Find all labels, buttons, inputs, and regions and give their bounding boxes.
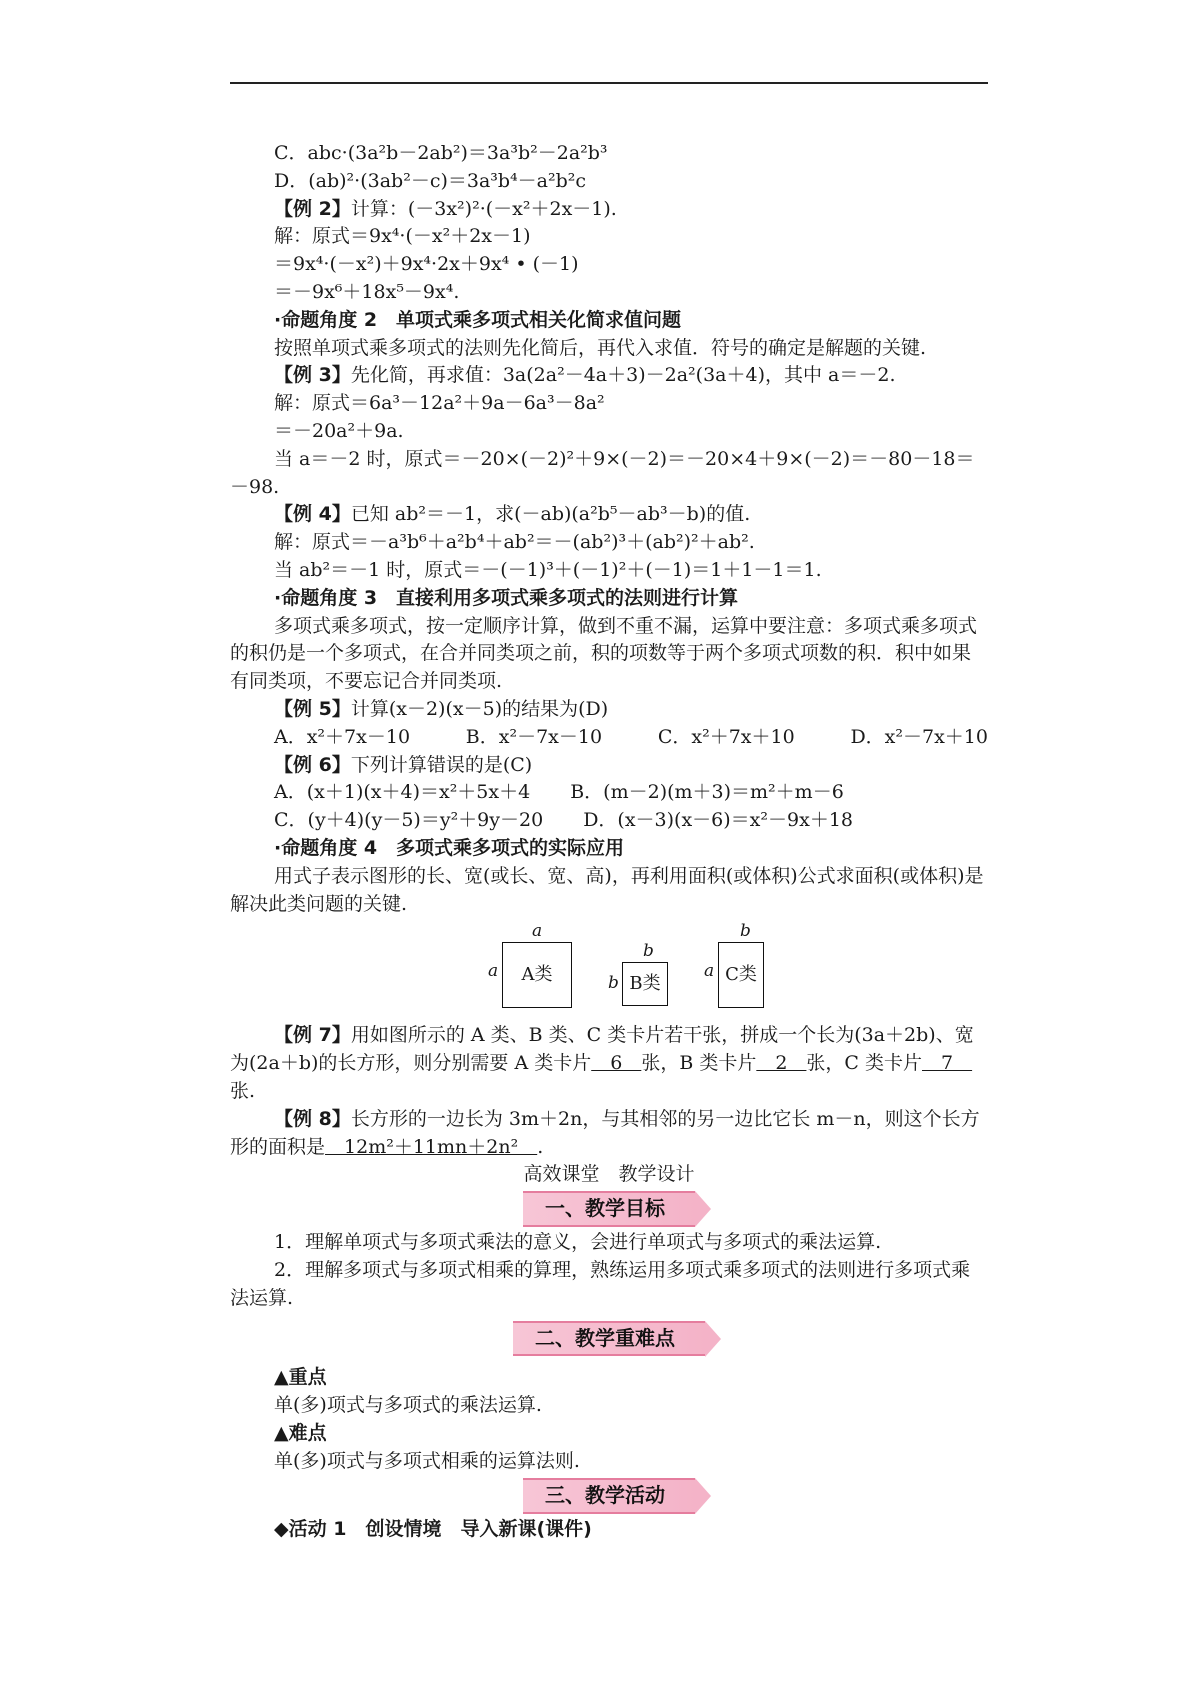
card-a-top-label: a xyxy=(532,921,543,942)
paragraph: 多项式乘多项式，按一定顺序计算，做到不重不漏，运算中要注意：多项式乘多项式的积仍是一个多项式，在合并同类项之前，积的项数等于两个多项式项数的积．积中如果有同类项，不要忘记合并同类项. xyxy=(230,614,978,693)
top-rule xyxy=(230,82,988,84)
example-8 xyxy=(230,1106,988,1162)
option-d: D．(x－3)(x－6)＝x²－9x＋18 xyxy=(583,809,853,832)
example-2 xyxy=(230,196,988,224)
angle-4-heading: ·命题角度 4 多项式乘多项式的实际应用 xyxy=(274,836,625,859)
option-c: C．abc·(3a²b－2ab²)＝3a³b²－2a²b³ xyxy=(274,142,608,164)
example-label: 【例 6】 xyxy=(274,753,351,776)
paragraph: 用式子表示图形的长、宽(或长、宽、高)，再利用面积(或体积)公式求面积(或体积)是解决此类问题的关键. xyxy=(230,864,984,915)
activity-heading: ◆活动 1 创设情境 导入新课(课件) xyxy=(274,1517,592,1540)
example-label: 【例 2】 xyxy=(274,197,351,220)
option-d: D．(ab)²·(3ab²－c)＝3a³b⁴－a²b²c xyxy=(274,169,587,192)
example-7 xyxy=(230,1022,988,1105)
goal-item: 2．理解多项式与多项式相乘的算理，熟练运用多项式乘多项式的法则进行多项式乘法运算. xyxy=(230,1258,971,1309)
solution-line: 解：原式＝－a³b⁶＋a²b⁴＋ab²＝－(ab²)³＋(ab²)²＋ab². xyxy=(274,531,755,554)
section-banner xyxy=(230,1478,988,1514)
example-label: 【例 4】 xyxy=(274,503,351,526)
example-6 xyxy=(230,752,988,780)
example-text: 张，B 类卡片 xyxy=(641,1052,757,1075)
card-b-left-label: b xyxy=(608,973,619,994)
answer-blank: 7 xyxy=(922,1052,973,1075)
solution-line: 当 ab²＝－1 时，原式＝－(－1)³＋(－1)²＋(－1)＝1＋1－1＝1. xyxy=(274,558,822,581)
example-label: 【例 8】 xyxy=(274,1107,351,1130)
answer-blank: 6 xyxy=(591,1052,642,1075)
example-3 xyxy=(230,362,988,390)
option-c: C．x²＋7x＋10 xyxy=(657,725,795,748)
card-b: B类 xyxy=(622,962,668,1006)
section-title: 一、教学目标 xyxy=(523,1191,695,1227)
example-5-options xyxy=(230,724,988,752)
example-6-options-cd xyxy=(230,807,988,835)
card-c: C类 xyxy=(718,942,764,1008)
example-text: 用如图所示的 A 类、B 类、C 类卡片若干张，拼成一个长为(3a＋2b)、宽为(2a＋b)的长方形，则分别需要 A 类卡片 xyxy=(230,1024,974,1075)
example-text: 计算：(－3x²)²·(－x²＋2x－1). xyxy=(350,197,617,220)
answer-blank: 12m²＋11mn＋2n² xyxy=(325,1135,538,1158)
card-c-left-label: a xyxy=(704,961,715,982)
solution-line: ＝－9x⁶＋18x⁵－9x⁴. xyxy=(274,280,460,303)
card-b-top-label: b xyxy=(643,941,654,962)
example-text: 已知 ab²＝－1，求(－ab)(a²b⁵－ab³－b)的值. xyxy=(350,503,751,526)
example-label: 【例 7】 xyxy=(274,1024,351,1047)
example-text: . xyxy=(537,1135,544,1158)
option-a: A．x²＋7x－10 xyxy=(274,725,411,748)
example-text: 先化简，再求值：3a(2a²－4a＋3)－2a²(3a＋4)，其中 a＝－2. xyxy=(350,364,896,387)
goal-item: 1．理解单项式与多项式乘法的意义，会进行单项式与多项式的乘法运算. xyxy=(274,1231,882,1254)
section-banner xyxy=(230,1320,988,1356)
example-text: 张，C 类卡片 xyxy=(806,1052,922,1075)
example-4 xyxy=(230,501,988,529)
key-point-text: 单(多)项式与多项式的乘法运算. xyxy=(274,1394,542,1417)
section-title: 二、教学重难点 xyxy=(513,1321,705,1357)
solution-line: 解：原式＝9x⁴·(－x²＋2x－1) xyxy=(274,225,531,248)
angle-2-heading: ·命题角度 2 单项式乘多项式相关化简求值问题 xyxy=(274,308,682,331)
solution-line: 解：原式＝6a³－12a²＋9a－6a³－8a² xyxy=(274,392,605,415)
example-5 xyxy=(230,696,988,724)
option-d: D．x²－7x＋10 xyxy=(850,725,988,748)
card-figure xyxy=(230,920,988,1020)
page-body xyxy=(230,140,988,1543)
option-b: B．(m－2)(m＋3)＝m²＋m－6 xyxy=(570,781,844,804)
card-a: A类 xyxy=(502,942,572,1008)
option-b: B．x²－7x－10 xyxy=(465,725,603,748)
example-text: 张. xyxy=(230,1079,256,1102)
card-a-left-label: a xyxy=(488,961,499,982)
paragraph: 按照单项式乘多项式的法则先化简后，再代入求值．符号的确定是解题的关键. xyxy=(274,336,927,359)
section-title: 三、教学活动 xyxy=(523,1478,695,1514)
design-title: 高效课堂 教学设计 xyxy=(523,1163,695,1186)
example-text: 长方形的一边长为 3m＋2n，与其相邻的另一边比它长 m－n，则这个长方形的面积是 xyxy=(230,1107,980,1158)
example-text: 下列计算错误的是(C) xyxy=(350,753,533,776)
example-label: 【例 5】 xyxy=(274,697,351,720)
example-6-options-ab xyxy=(230,779,988,807)
difficulty-text: 单(多)项式与多项式相乘的运算法则. xyxy=(274,1449,580,1472)
difficulty-heading: ▲难点 xyxy=(274,1422,327,1445)
key-point-heading: ▲重点 xyxy=(274,1366,327,1389)
answer-blank: 2 xyxy=(756,1052,807,1075)
solution-line: ＝9x⁴·(－x²)＋9x⁴·2x＋9x⁴ • (－1) xyxy=(274,253,579,276)
angle-3-heading: ·命题角度 3 直接利用多项式乘多项式的法则进行计算 xyxy=(274,586,739,609)
example-label: 【例 3】 xyxy=(274,364,351,387)
option-a: A．(x＋1)(x＋4)＝x²＋5x＋4 xyxy=(274,781,531,804)
example-text: 计算(x－2)(x－5)的结果为(D) xyxy=(350,697,609,720)
paragraph: 当 a＝－2 时，原式＝－20×(－2)²＋9×(－2)＝－20×4＋9×(－2)＝－80－18＝－98. xyxy=(230,447,975,498)
solution-line: ＝－20a²＋9a. xyxy=(274,419,404,442)
section-banner xyxy=(230,1191,988,1227)
card-c-top-label: b xyxy=(740,921,751,942)
option-c: C．(y＋4)(y－5)＝y²＋9y－20 xyxy=(274,809,544,832)
